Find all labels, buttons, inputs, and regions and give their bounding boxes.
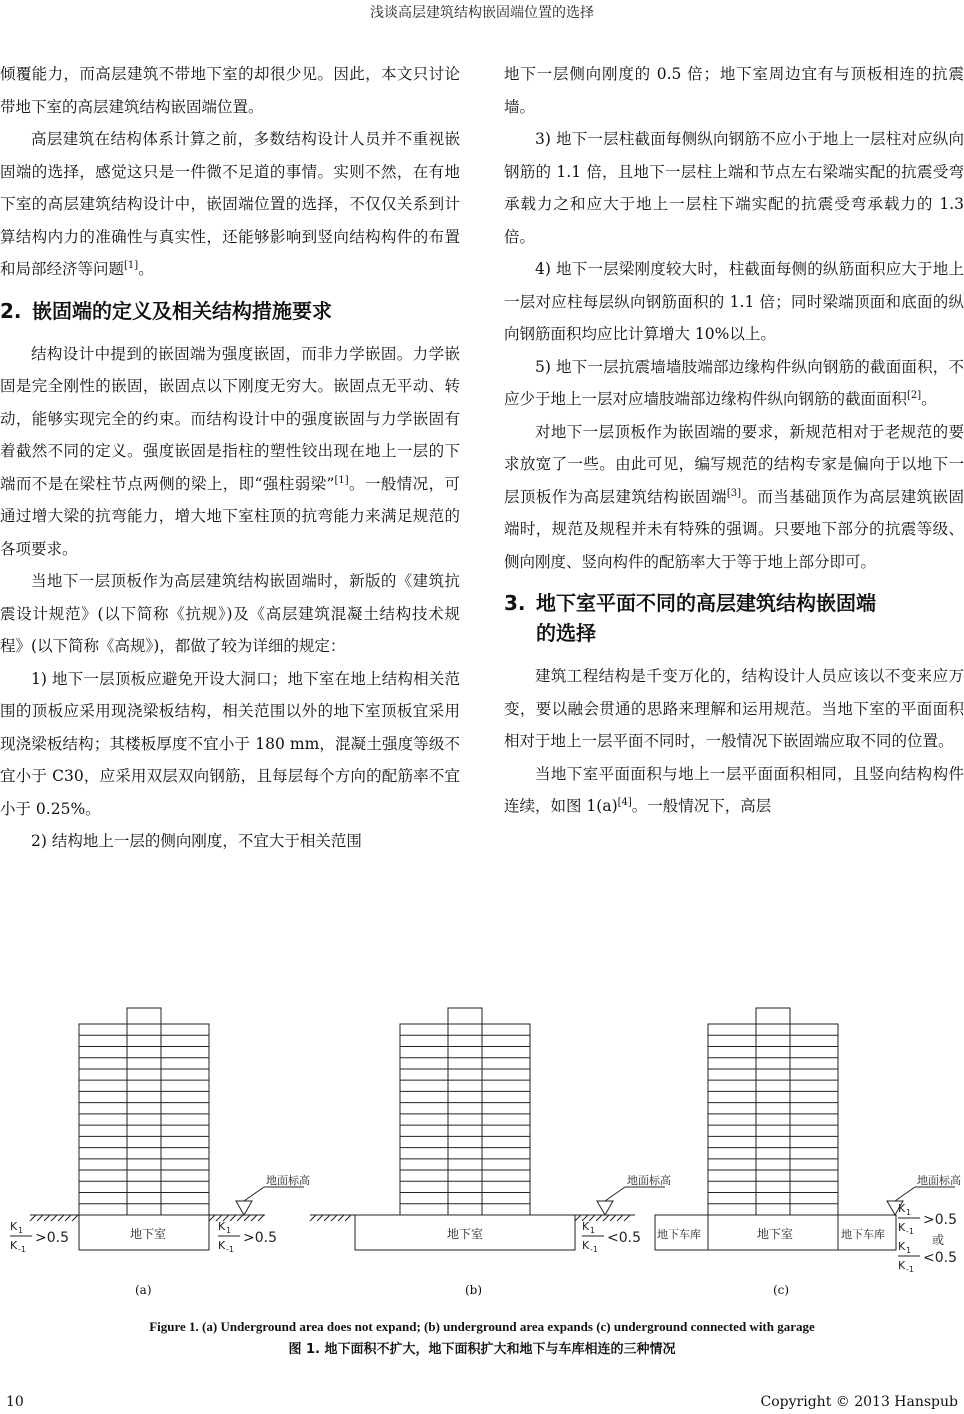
paragraph bbox=[504, 758, 964, 823]
k-ratio-value: >0.5 bbox=[35, 1230, 69, 1246]
k-denominator: K bbox=[218, 1239, 226, 1252]
ground-hatch bbox=[317, 1215, 323, 1221]
subfigure-label-a: (a) bbox=[135, 1283, 152, 1297]
ground-hatch bbox=[589, 1215, 595, 1221]
paragraph-text: 5) 地下一层抗震墙墙肢端部边缘构件纵向钢筋的截面面积，不应少于地上一层对应墙肢端部边缘构件纵向钢筋的截面面积 bbox=[504, 357, 964, 408]
k-numerator: K bbox=[582, 1220, 590, 1233]
building-tower bbox=[79, 1024, 209, 1215]
ground-hatch bbox=[44, 1215, 50, 1221]
garage-label-left: 地下车库 bbox=[657, 1228, 701, 1241]
ground-elevation-label: 地面标高 bbox=[627, 1174, 671, 1187]
paragraph-text: 。一般情况，可通过增大梁的抗弯能力，增大地下室柱顶的抗弯能力来满足规范的各项要求。 bbox=[0, 474, 460, 558]
paragraph-text: 当地下室平面面积与地上一层平面面积相同，且竖向结构构件连续，如图 1(a) bbox=[504, 764, 964, 815]
k-denominator: K bbox=[582, 1239, 590, 1252]
citation[interactable]: [1] bbox=[124, 259, 139, 271]
or-label: 或 bbox=[932, 1233, 945, 1247]
paragraph: 倾覆能力，而高层建筑不带地下室的却很少见。因此，本文只讨论带地下室的高层建筑结构嵌固端位置。 bbox=[0, 65, 460, 116]
paragraph bbox=[0, 338, 460, 566]
ground-hatch bbox=[72, 1215, 78, 1221]
ground-hatch bbox=[237, 1215, 243, 1221]
paragraph-text: 对地下一层顶板作为嵌固端的要求，新规范相对于老规范的要求放宽了一些。由此可见，编写规范的结构专家是偏向于以地下一层顶板作为高层建筑结构嵌固端 bbox=[504, 422, 964, 506]
paragraph-end: 。 bbox=[138, 260, 154, 278]
citation[interactable]: [4] bbox=[617, 796, 632, 808]
paragraph-text: 。而当基础顶作为高层建筑嵌固端时，规范及规程并未有特殊的强调。只要地下部分的抗震等级、侧向刚度、竖向构件的配筋率大于等于地上部分即可。 bbox=[504, 487, 964, 571]
elevation-leader bbox=[895, 1187, 915, 1201]
elevation-leader bbox=[244, 1187, 264, 1201]
ground-elevation-label: 地面标高 bbox=[917, 1174, 961, 1187]
subfigure-label-c: (c) bbox=[773, 1283, 790, 1297]
figure-caption-zh: 图 1. 地下面积不扩大，地下面积扩大和地下与车库相连的三种情况 bbox=[288, 1342, 676, 1357]
subfigure-label-b: (b) bbox=[465, 1283, 483, 1297]
ground-hatch bbox=[331, 1215, 337, 1221]
k-denominator-sub: -1 bbox=[906, 1227, 914, 1236]
ground-hatch bbox=[596, 1215, 602, 1221]
section-title-line2: 的选择 bbox=[536, 621, 596, 645]
ground-hatch bbox=[603, 1215, 609, 1221]
k-ratio-value: <0.5 bbox=[923, 1250, 957, 1266]
paragraph-text: 高层建筑在结构体系计算之前，多数结构设计人员并不重视嵌固端的选择，感觉这只是一件微不足道的事情。实则不然，在有地下室的高层建筑结构设计中，嵌固端位置的选择，不仅仅关系到计算结构内力的准确性与真实性，还能够影响到竖向结构构件的布置和局部经济等问题 bbox=[0, 130, 460, 278]
elevation-leader bbox=[605, 1187, 625, 1201]
penthouse bbox=[448, 1008, 482, 1024]
running-head: 浅谈高层建筑结构嵌固端位置的选择 bbox=[370, 5, 594, 21]
section-heading-2 bbox=[0, 296, 460, 326]
paragraph bbox=[504, 416, 964, 579]
penthouse bbox=[127, 1008, 161, 1024]
paragraph: 地下一层侧向刚度的 0.5 倍；地下室周边宜有与顶板相连的抗震墙。 bbox=[504, 65, 964, 116]
k-numerator: K bbox=[218, 1220, 226, 1233]
k-denominator: K bbox=[898, 1221, 906, 1234]
paragraph: 当地下一层顶板作为高层建筑结构嵌固端时，新版的《建筑抗震设计规范》(以下简称《抗规》)及《高层建筑混凝土结构技术规程》(以下简称《高规》)，都做了较为详细的规定： bbox=[0, 572, 460, 655]
list-item bbox=[504, 351, 964, 416]
ground-hatch bbox=[65, 1215, 71, 1221]
basement-label: 地下室 bbox=[447, 1227, 484, 1241]
k-ratio-value: <0.5 bbox=[607, 1230, 641, 1246]
k-numerator-sub: 1 bbox=[906, 1246, 912, 1255]
k-denominator: K bbox=[898, 1259, 906, 1272]
ground-hatch bbox=[230, 1215, 236, 1221]
list-item: 2) 结构地上一层的侧向刚度，不宜大于相关范围 bbox=[31, 832, 362, 850]
section-number: 2. bbox=[0, 298, 22, 323]
paragraph bbox=[0, 123, 460, 286]
ground-hatch bbox=[251, 1215, 257, 1221]
ground-hatch bbox=[575, 1215, 581, 1221]
garage-label-right: 地下车库 bbox=[841, 1228, 885, 1241]
k-numerator-sub: 1 bbox=[590, 1226, 596, 1235]
right-column bbox=[504, 58, 964, 823]
k-denominator-sub: -1 bbox=[590, 1245, 598, 1254]
list-item: 4) 地下一层梁刚度较大时，柱截面每侧的纵筋面积应大于地上一层对应柱每层纵向钢筋面积的 1.1 倍；同时梁端顶面和底面的纵向钢筋面积均应比计算增大 10%以上。 bbox=[504, 260, 964, 343]
ground-hatch bbox=[324, 1215, 330, 1221]
copyright: Copyright © 2013 Hanspub bbox=[760, 1394, 958, 1410]
elevation-marker bbox=[236, 1201, 252, 1215]
building-tower bbox=[400, 1024, 530, 1215]
ground-hatch bbox=[209, 1215, 215, 1221]
section-title: 嵌固端的定义及相关结构措施要求 bbox=[32, 298, 332, 323]
ground-hatch bbox=[617, 1215, 623, 1221]
ground-hatch bbox=[51, 1215, 57, 1221]
paragraph-end: 。 bbox=[921, 390, 937, 408]
section-number: 3. bbox=[504, 591, 526, 615]
k-ratio-value: >0.5 bbox=[243, 1230, 277, 1246]
penthouse bbox=[756, 1008, 790, 1024]
k-numerator-sub: 1 bbox=[226, 1226, 232, 1235]
k-denominator-sub: -1 bbox=[18, 1245, 26, 1254]
ground-hatch bbox=[37, 1215, 43, 1221]
ground-hatch bbox=[610, 1215, 616, 1221]
basement-label: 地下室 bbox=[130, 1227, 167, 1241]
basement-label: 地下室 bbox=[757, 1227, 794, 1241]
section-heading-3 bbox=[504, 588, 964, 648]
paragraph: 建筑工程结构是千变万化的，结构设计人员应该以不变来应万变，要以融会贯通的思路来理解和运用规范。当地下室的平面面积相对于地上一层平面不同时，一般情况下嵌固端应取不同的位置。 bbox=[504, 667, 964, 750]
citation[interactable]: [2] bbox=[907, 389, 922, 401]
list-item: 3) 地下一层柱截面每侧纵向钢筋不应小于地上一层柱对应纵向钢筋的 1.1 倍，且地下一层柱上端和节点左右梁端实配的抗震受弯承载力之和应大于地上一层柱下端实配的抗震受弯承载力的 1.3 倍。 bbox=[504, 130, 964, 246]
ground-hatch bbox=[244, 1215, 250, 1221]
ground-hatch bbox=[338, 1215, 344, 1221]
list-item: 1) 地下一层顶板应避免开设大洞口；地下室在地上结构相关范围的顶板应采用现浇梁板结构，相关范围以外的地下室顶板宜采用现浇梁板结构；其楼板厚度不宜小于 180 mm，混凝土强度等级不宜小于 C30，应采用双层双向钢筋，且每层每个方向的配筋率不宜小于 0.25%。 bbox=[0, 669, 460, 818]
k-numerator: K bbox=[10, 1220, 18, 1233]
ground-hatch bbox=[624, 1215, 630, 1221]
figure-1-diagram bbox=[0, 1000, 964, 1310]
citation[interactable]: [3] bbox=[726, 487, 742, 499]
section-title-line1: 地下室平面不同的高层建筑结构嵌固端 bbox=[536, 591, 876, 615]
ground-hatch bbox=[310, 1215, 316, 1221]
k-ratio-value: >0.5 bbox=[923, 1212, 957, 1228]
ground-hatch bbox=[258, 1215, 264, 1221]
k-denominator-sub: -1 bbox=[226, 1245, 234, 1254]
k-denominator-sub: -1 bbox=[906, 1265, 914, 1274]
k-numerator-sub: 1 bbox=[906, 1208, 912, 1217]
left-column bbox=[0, 58, 460, 858]
ground-hatch bbox=[58, 1215, 64, 1221]
k-numerator: K bbox=[898, 1240, 906, 1253]
ground-hatch bbox=[30, 1215, 36, 1221]
ground-elevation-label: 地面标高 bbox=[266, 1174, 310, 1187]
page-number: 10 bbox=[6, 1394, 24, 1410]
building-tower bbox=[708, 1024, 838, 1215]
citation[interactable]: [1] bbox=[334, 474, 349, 486]
k-denominator: K bbox=[10, 1239, 18, 1252]
k-numerator: K bbox=[898, 1202, 906, 1215]
k-numerator-sub: 1 bbox=[18, 1226, 24, 1235]
paragraph-text: 。一般情况下，高层 bbox=[631, 797, 772, 815]
elevation-marker bbox=[597, 1201, 613, 1215]
figure-caption-en: Figure 1. (a) Underground area does not expand; (b) underground area expands (c) underground connected with garage bbox=[149, 1319, 815, 1334]
paragraph-text: 结构设计中提到的嵌固端为强度嵌固，而非力学嵌固。力学嵌固是完全刚性的嵌固，嵌固点以下刚度无穷大。嵌固点无平动、转动，能够实现完全的约束。而结构设计中的强度嵌固与力学嵌固有着截然不同的定义。强度嵌固是指柱的塑性铰出现在地上一层的下端而不是在梁柱节点两侧的梁上，即“强柱弱梁” bbox=[0, 344, 460, 493]
ground-hatch bbox=[345, 1215, 351, 1221]
